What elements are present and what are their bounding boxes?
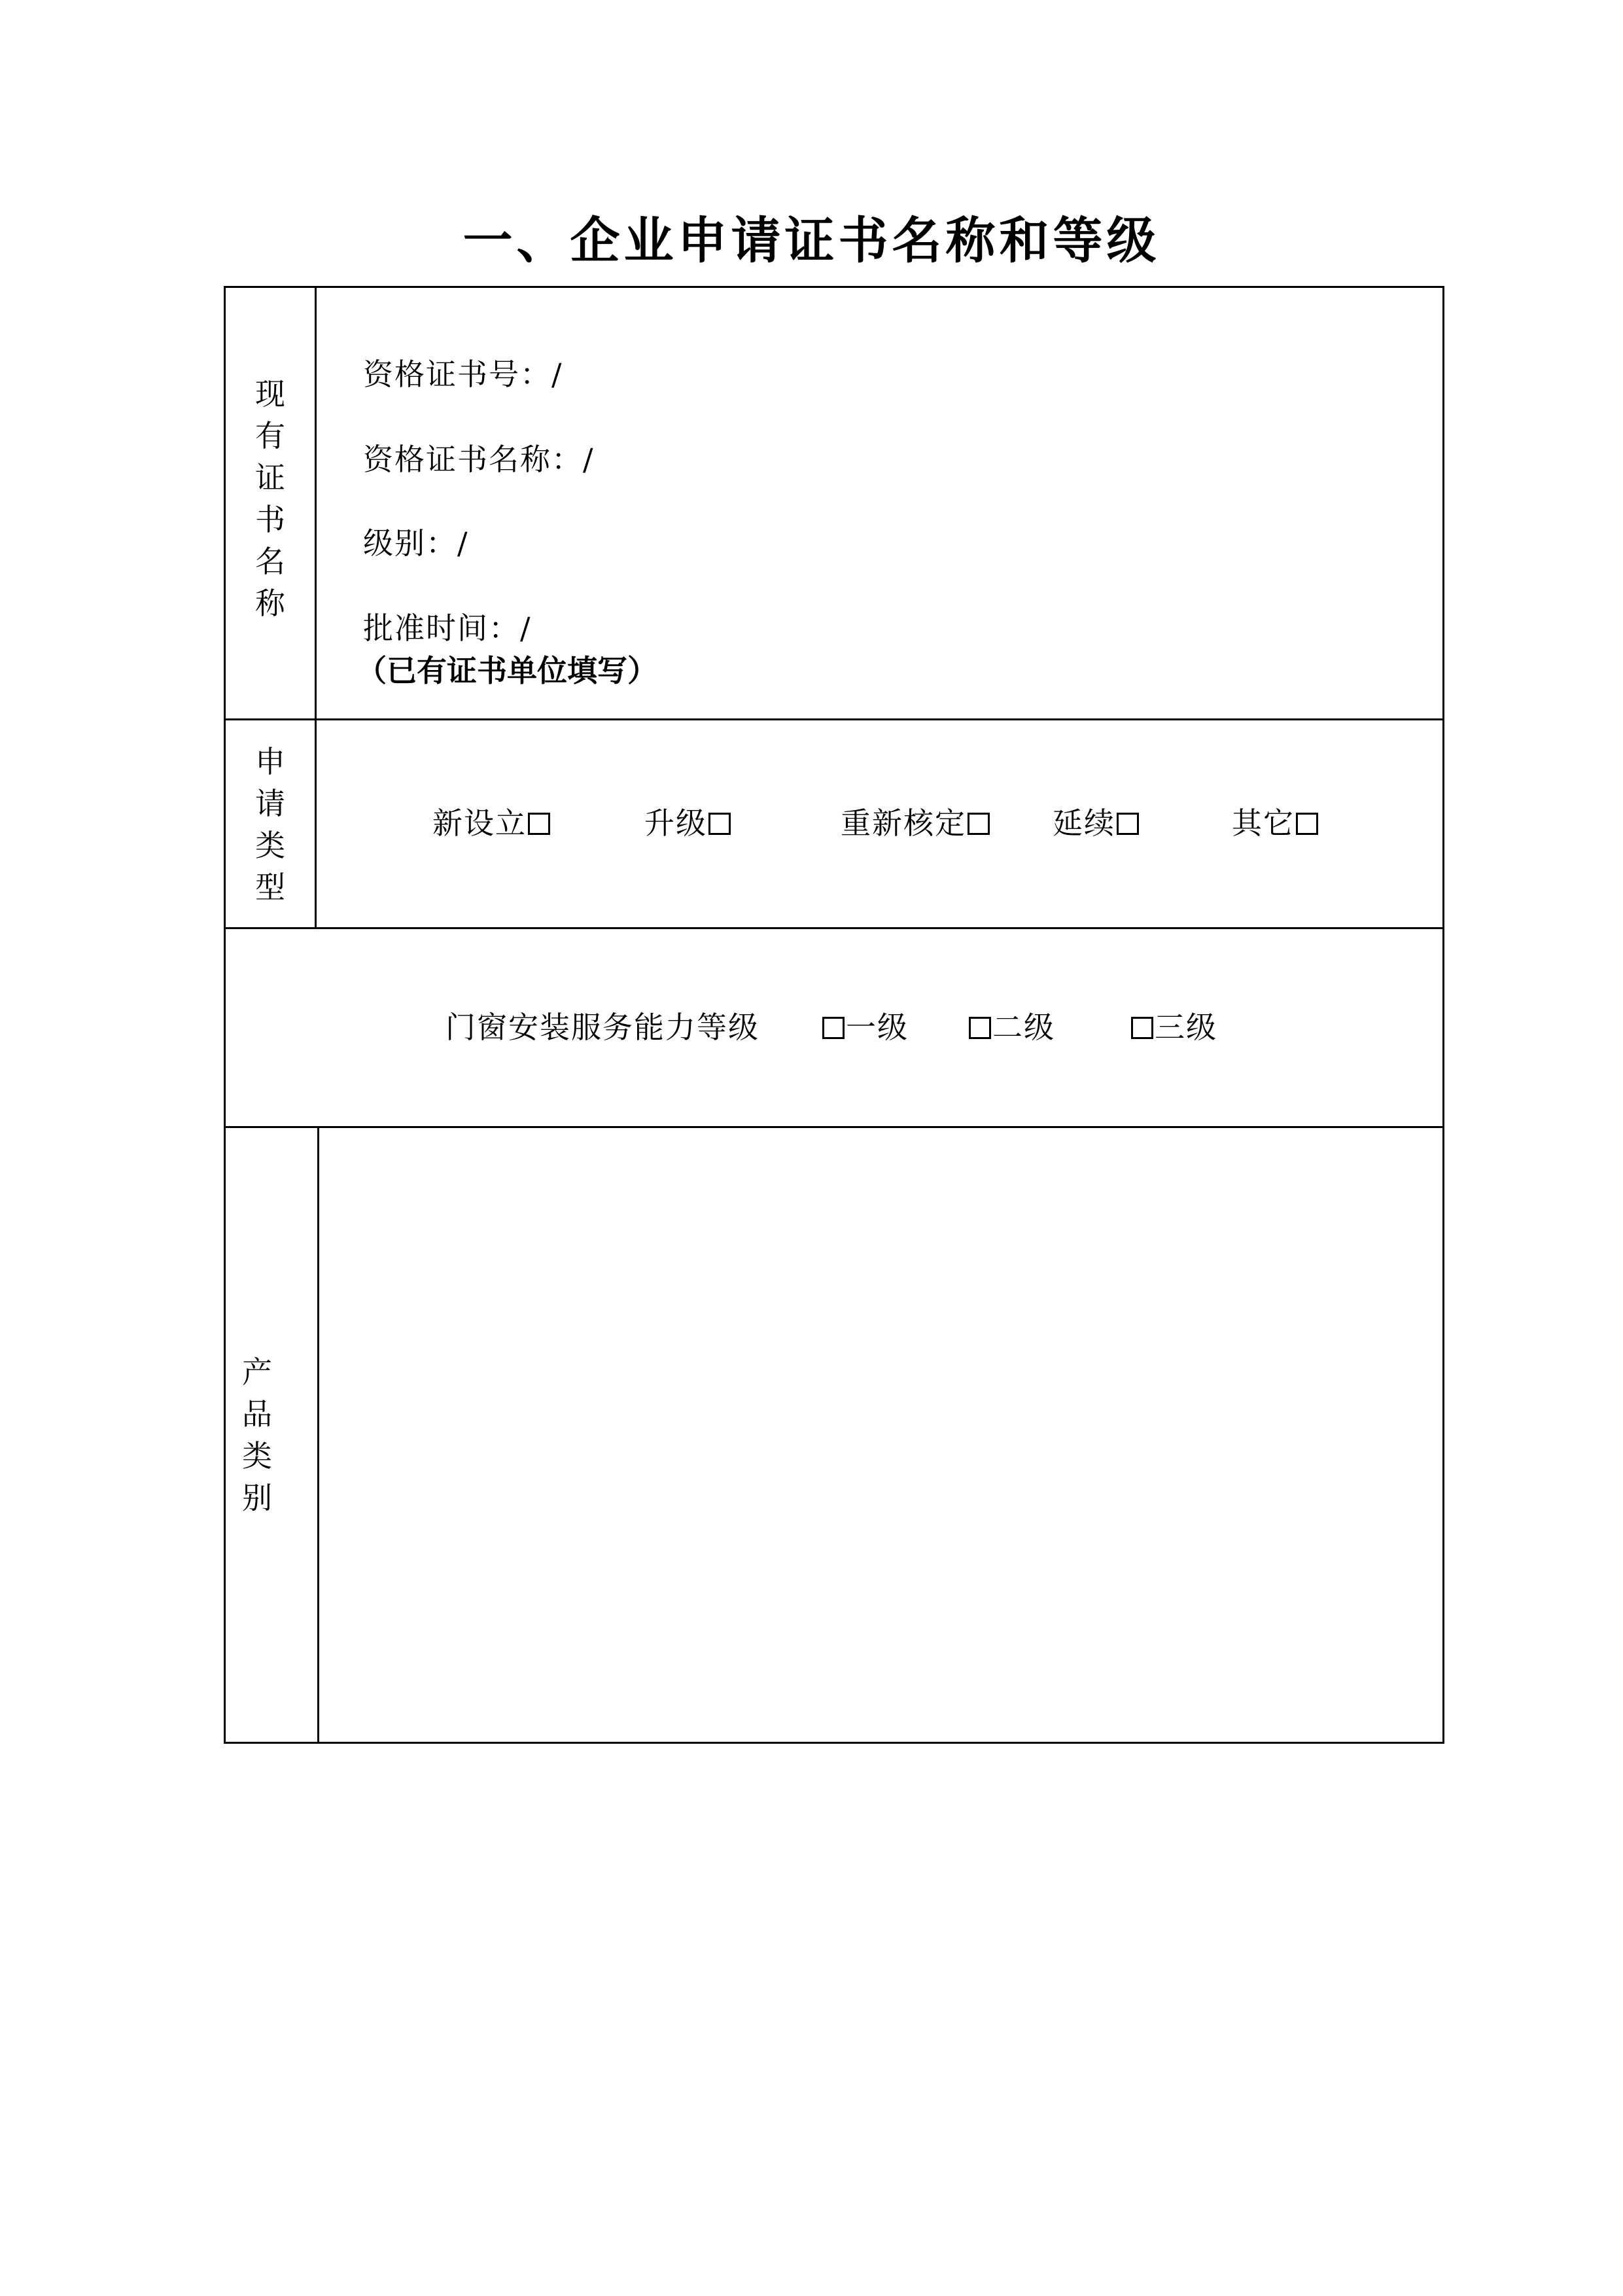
option-level-2[interactable] xyxy=(968,1008,1055,1047)
option-renewal[interactable] xyxy=(1053,804,1140,843)
label-char: 有 xyxy=(255,418,285,453)
option-label: 三级 xyxy=(1155,1010,1217,1045)
option-level-1[interactable] xyxy=(821,1008,909,1047)
capability-level-label: 门窗安装服务能力等级 xyxy=(445,1010,759,1045)
option-new-establishment[interactable] xyxy=(432,804,551,843)
checkbox-icon[interactable] xyxy=(969,1017,991,1039)
checkbox-icon[interactable] xyxy=(708,813,731,835)
column-divider xyxy=(317,1126,319,1744)
application-type-label xyxy=(226,741,315,908)
approval-time-field[interactable]: 批准时间：/ xyxy=(363,610,532,646)
option-label: 重新核定 xyxy=(841,805,966,841)
option-level-3[interactable] xyxy=(1130,1008,1217,1047)
cert-level-field[interactable]: 级别：/ xyxy=(363,525,469,561)
product-category-label xyxy=(226,1351,288,1519)
option-label: 二级 xyxy=(992,1010,1055,1045)
label-char: 别 xyxy=(242,1480,272,1515)
label-char: 请 xyxy=(255,786,285,821)
label-char: 称 xyxy=(255,586,285,621)
label-char: 现 xyxy=(255,376,285,412)
checkbox-icon[interactable] xyxy=(528,813,550,835)
label-char: 证 xyxy=(255,460,285,495)
application-form-table xyxy=(224,286,1444,1744)
checkbox-icon[interactable] xyxy=(1131,1017,1153,1039)
label-char: 书 xyxy=(255,502,285,537)
page-title: 一、企业申请证书名称和等级 xyxy=(462,211,1161,270)
checkbox-icon[interactable] xyxy=(822,1017,845,1039)
checkbox-icon[interactable] xyxy=(1117,813,1139,835)
label-char: 名 xyxy=(255,544,285,579)
column-divider xyxy=(315,288,317,927)
option-reassessment[interactable] xyxy=(841,804,991,843)
label-char: 类 xyxy=(255,828,285,863)
label-char: 产 xyxy=(242,1354,272,1390)
cert-name-field[interactable]: 资格证书名称：/ xyxy=(363,442,595,477)
label-char: 型 xyxy=(255,870,285,905)
option-label: 一级 xyxy=(846,1010,909,1045)
cert-number-field[interactable]: 资格证书号：/ xyxy=(363,357,563,392)
option-other[interactable] xyxy=(1232,804,1319,843)
option-label: 升级 xyxy=(644,805,707,841)
existing-cert-note: （已有证书单位填写） xyxy=(357,653,657,688)
option-label: 新设立 xyxy=(432,805,527,841)
option-label: 延续 xyxy=(1053,805,1115,841)
existing-cert-label xyxy=(226,373,315,624)
checkbox-icon[interactable] xyxy=(1296,813,1318,835)
row-divider xyxy=(226,1126,1442,1128)
option-label: 其它 xyxy=(1232,805,1295,841)
product-category-input-area[interactable] xyxy=(321,1130,1442,1740)
checkbox-icon[interactable] xyxy=(968,813,990,835)
label-char: 类 xyxy=(242,1438,272,1474)
row-divider xyxy=(226,718,1442,720)
row-divider xyxy=(226,927,1442,929)
option-upgrade[interactable] xyxy=(644,804,732,843)
label-char: 品 xyxy=(242,1396,272,1432)
label-char: 申 xyxy=(255,744,285,779)
